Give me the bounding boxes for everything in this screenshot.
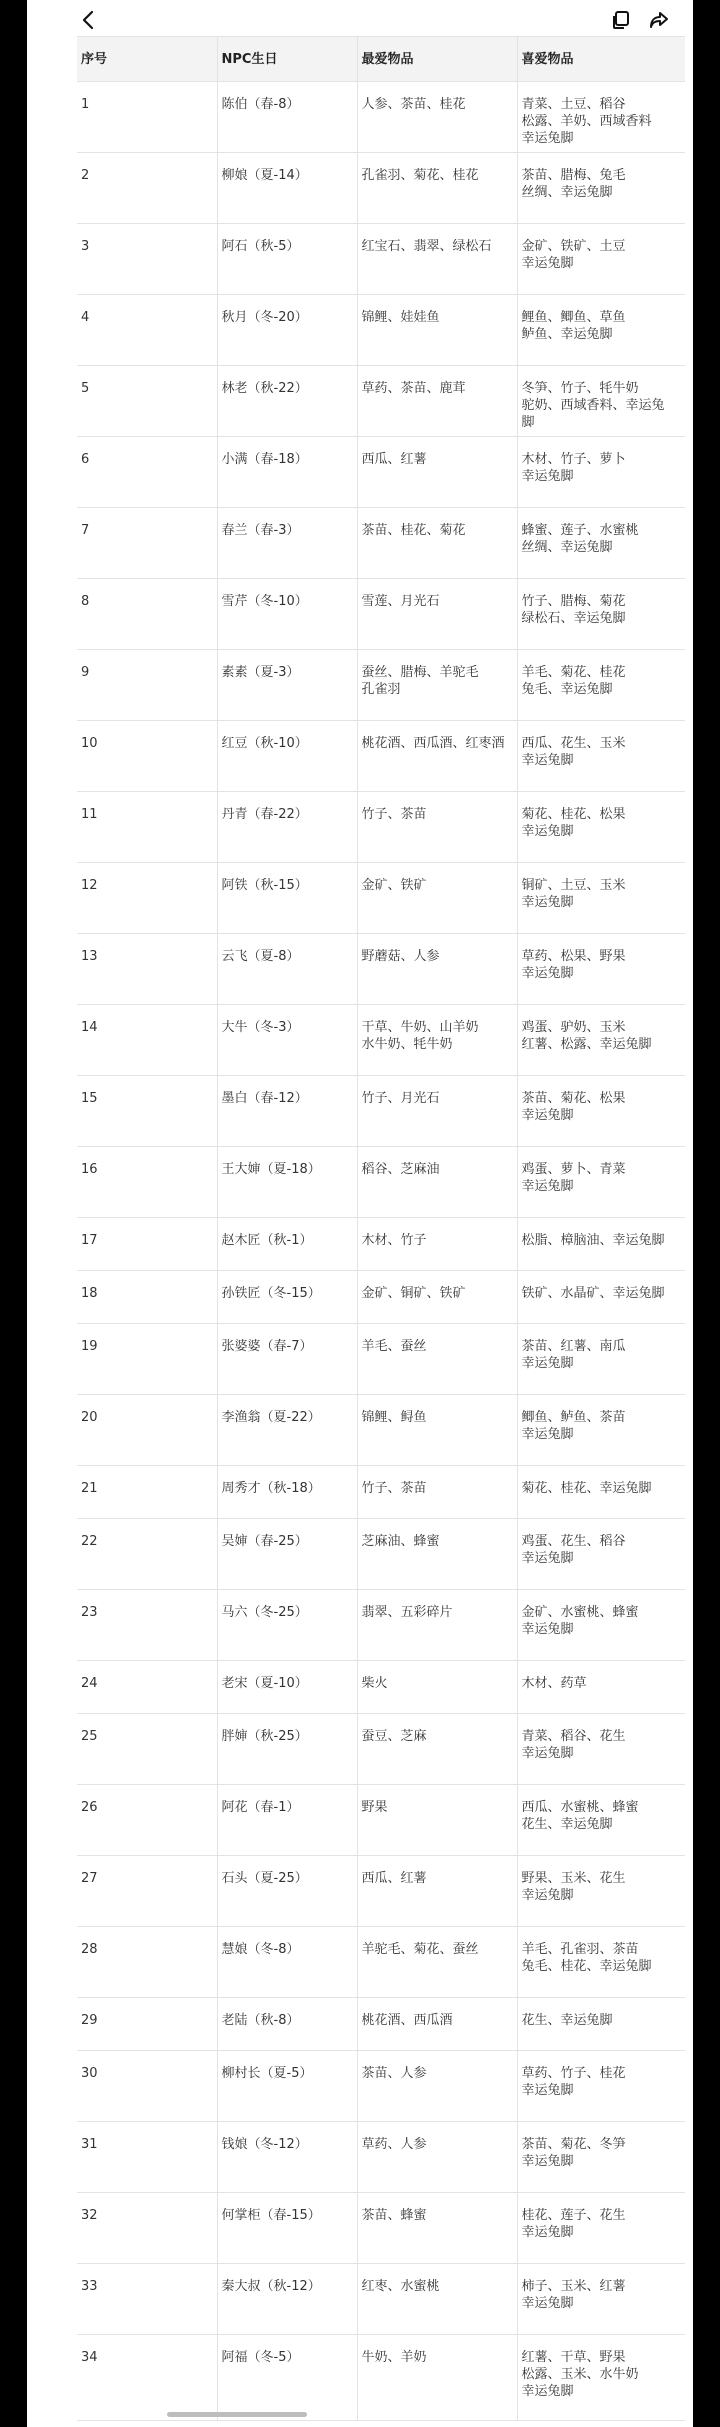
cell-favorite-items: 红枣、水蜜桃 <box>357 2264 517 2335</box>
cell-liked-items: 茶苗、菊花、冬笋 幸运兔脚 <box>517 2122 685 2193</box>
table-row <box>77 1927 685 1998</box>
cell-npc-birthday: 周秀才（秋-18） <box>217 1466 357 1519</box>
table-row <box>77 1856 685 1927</box>
cell-liked-items: 木材、竹子、萝卜 幸运兔脚 <box>517 437 685 508</box>
top-bar <box>27 0 693 40</box>
table-row <box>77 1466 685 1519</box>
cell-liked-items: 鸡蛋、驴奶、玉米 红薯、松露、幸运兔脚 <box>517 1005 685 1076</box>
cell-favorite-items: 翡翠、五彩碎片 <box>357 1590 517 1661</box>
cell-npc-birthday: 阿花（春-1） <box>217 1785 357 1856</box>
cell-index: 34 <box>77 2335 217 2421</box>
cell-npc-birthday: 墨白（春-12） <box>217 1076 357 1147</box>
share-icon <box>648 9 670 31</box>
cell-npc-birthday: 赵木匠（秋-1） <box>217 1218 357 1271</box>
cell-liked-items: 羊毛、孔雀羽、茶苗 兔毛、桂花、幸运兔脚 <box>517 1927 685 1998</box>
cell-favorite-items: 野果 <box>357 1785 517 1856</box>
cell-index: 22 <box>77 1519 217 1590</box>
cell-index: 12 <box>77 863 217 934</box>
cell-liked-items: 松脂、樟脑油、幸运兔脚 <box>517 1218 685 1271</box>
table-row <box>77 1590 685 1661</box>
cell-npc-birthday: 石头（夏-25） <box>217 1856 357 1927</box>
table-header-row <box>77 37 685 82</box>
cell-index: 10 <box>77 721 217 792</box>
cell-index: 15 <box>77 1076 217 1147</box>
copy-button[interactable] <box>607 6 635 34</box>
cell-liked-items: 菊花、桂花、松果 幸运兔脚 <box>517 792 685 863</box>
cell-npc-birthday: 慧娘（冬-8） <box>217 1927 357 1998</box>
table-row <box>77 650 685 721</box>
cell-npc-birthday: 吴婶（春-25） <box>217 1519 357 1590</box>
cell-npc-birthday: 丹青（春-22） <box>217 792 357 863</box>
cell-npc-birthday: 胖婶（秋-25） <box>217 1714 357 1785</box>
cell-liked-items: 金矿、水蜜桃、蜂蜜 幸运兔脚 <box>517 1590 685 1661</box>
cell-npc-birthday: 阿福（冬-5） <box>217 2335 357 2421</box>
cell-index: 14 <box>77 1005 217 1076</box>
cell-favorite-items: 人参、茶苗、桂花 <box>357 82 517 153</box>
cell-liked-items: 西瓜、花生、玉米 幸运兔脚 <box>517 721 685 792</box>
cell-liked-items: 野果、玉米、花生 幸运兔脚 <box>517 1856 685 1927</box>
table-row <box>77 863 685 934</box>
cell-favorite-items: 竹子、茶苗 <box>357 1466 517 1519</box>
cell-liked-items: 羊毛、菊花、桂花 兔毛、幸运兔脚 <box>517 650 685 721</box>
cell-favorite-items: 茶苗、人参 <box>357 2051 517 2122</box>
cell-favorite-items: 干草、牛奶、山羊奶 水牛奶、牦牛奶 <box>357 1005 517 1076</box>
cell-favorite-items: 柴火 <box>357 1661 517 1714</box>
cell-favorite-items: 锦鲤、鲟鱼 <box>357 1395 517 1466</box>
npc-gift-table <box>77 36 685 2421</box>
cell-index: 7 <box>77 508 217 579</box>
cell-liked-items: 鸡蛋、萝卜、青菜 幸运兔脚 <box>517 1147 685 1218</box>
table-body <box>77 82 685 2421</box>
cell-index: 28 <box>77 1927 217 1998</box>
cell-npc-birthday: 阿石（秋-5） <box>217 224 357 295</box>
cell-favorite-items: 茶苗、蜂蜜 <box>357 2193 517 2264</box>
cell-index: 2 <box>77 153 217 224</box>
table-row <box>77 1076 685 1147</box>
cell-favorite-items: 红宝石、翡翠、绿松石 <box>357 224 517 295</box>
table-row <box>77 1218 685 1271</box>
header-favorite-items: 最爱物品 <box>357 37 517 82</box>
table-row <box>77 1005 685 1076</box>
table-row <box>77 792 685 863</box>
cell-favorite-items: 草药、人参 <box>357 2122 517 2193</box>
cell-liked-items: 金矿、铁矿、土豆 幸运兔脚 <box>517 224 685 295</box>
cell-favorite-items: 孔雀羽、菊花、桂花 <box>357 153 517 224</box>
cell-index: 11 <box>77 792 217 863</box>
cell-favorite-items: 金矿、铁矿 <box>357 863 517 934</box>
table-row <box>77 1785 685 1856</box>
table-row <box>77 934 685 1005</box>
cell-favorite-items: 羊驼毛、菊花、蚕丝 <box>357 1927 517 1998</box>
cell-npc-birthday: 小满（春-18） <box>217 437 357 508</box>
cell-npc-birthday: 柳村长（夏-5） <box>217 2051 357 2122</box>
cell-npc-birthday: 陈伯（春-8） <box>217 82 357 153</box>
cell-index: 33 <box>77 2264 217 2335</box>
cell-liked-items: 冬笋、竹子、牦牛奶 驼奶、西域香料、幸运兔 脚 <box>517 366 685 437</box>
cell-liked-items: 鲤鱼、鲫鱼、草鱼 鲈鱼、幸运兔脚 <box>517 295 685 366</box>
cell-liked-items: 桂花、莲子、花生 幸运兔脚 <box>517 2193 685 2264</box>
cell-favorite-items: 竹子、月光石 <box>357 1076 517 1147</box>
table-row <box>77 1714 685 1785</box>
table-row <box>77 1324 685 1395</box>
cell-npc-birthday: 秋月（冬-20） <box>217 295 357 366</box>
cell-favorite-items: 野蘑菇、人参 <box>357 934 517 1005</box>
cell-npc-birthday: 柳娘（夏-14） <box>217 153 357 224</box>
table-row <box>77 437 685 508</box>
cell-liked-items: 茶苗、菊花、松果 幸运兔脚 <box>517 1076 685 1147</box>
cell-favorite-items: 西瓜、红薯 <box>357 437 517 508</box>
table-row <box>77 1661 685 1714</box>
cell-liked-items: 西瓜、水蜜桃、蜂蜜 花生、幸运兔脚 <box>517 1785 685 1856</box>
cell-favorite-items: 稻谷、芝麻油 <box>357 1147 517 1218</box>
cell-index: 3 <box>77 224 217 295</box>
cell-index: 5 <box>77 366 217 437</box>
cell-liked-items: 青菜、土豆、稻谷 松露、羊奶、西域香料 幸运兔脚 <box>517 82 685 153</box>
table-row <box>77 2122 685 2193</box>
table-row <box>77 1519 685 1590</box>
cell-favorite-items: 羊毛、蚕丝 <box>357 1324 517 1395</box>
cell-npc-birthday: 钱娘（冬-12） <box>217 2122 357 2193</box>
table-row <box>77 1271 685 1324</box>
cell-favorite-items: 芝麻油、蜂蜜 <box>357 1519 517 1590</box>
table-row <box>77 2264 685 2335</box>
cell-npc-birthday: 秦大叔（秋-12） <box>217 2264 357 2335</box>
cell-index: 31 <box>77 2122 217 2193</box>
table-row <box>77 153 685 224</box>
copy-icon <box>610 9 632 31</box>
cell-npc-birthday: 素素（夏-3） <box>217 650 357 721</box>
cell-index: 19 <box>77 1324 217 1395</box>
cell-liked-items: 木材、药草 <box>517 1661 685 1714</box>
cell-npc-birthday: 阿铁（秋-15） <box>217 863 357 934</box>
cell-favorite-items: 草药、茶苗、鹿茸 <box>357 366 517 437</box>
cell-index: 26 <box>77 1785 217 1856</box>
cell-index: 4 <box>77 295 217 366</box>
header-liked-items: 喜爱物品 <box>517 37 685 82</box>
cell-favorite-items: 桃花酒、西瓜酒 <box>357 1998 517 2051</box>
cell-favorite-items: 木材、竹子 <box>357 1218 517 1271</box>
cell-index: 6 <box>77 437 217 508</box>
table-row <box>77 224 685 295</box>
cell-liked-items: 鲫鱼、鲈鱼、茶苗 幸运兔脚 <box>517 1395 685 1466</box>
cell-liked-items: 茶苗、红薯、南瓜 幸运兔脚 <box>517 1324 685 1395</box>
table-row <box>77 1147 685 1218</box>
cell-npc-birthday: 王大婶（夏-18） <box>217 1147 357 1218</box>
cell-index: 30 <box>77 2051 217 2122</box>
header-npc-birthday: NPC生日 <box>217 37 357 82</box>
cell-index: 20 <box>77 1395 217 1466</box>
cell-liked-items: 花生、幸运兔脚 <box>517 1998 685 2051</box>
cell-index: 8 <box>77 579 217 650</box>
table-row <box>77 295 685 366</box>
cell-index: 13 <box>77 934 217 1005</box>
table-row <box>77 721 685 792</box>
cell-liked-items: 铜矿、土豆、玉米 幸运兔脚 <box>517 863 685 934</box>
cell-index: 24 <box>77 1661 217 1714</box>
cell-favorite-items: 蚕丝、腊梅、羊驼毛 孔雀羽 <box>357 650 517 721</box>
cell-liked-items: 竹子、腊梅、菊花 绿松石、幸运兔脚 <box>517 579 685 650</box>
cell-liked-items: 菊花、桂花、幸运兔脚 <box>517 1466 685 1519</box>
table-row <box>77 2335 685 2421</box>
cell-index: 17 <box>77 1218 217 1271</box>
cell-index: 1 <box>77 82 217 153</box>
cell-liked-items: 柿子、玉米、红薯 幸运兔脚 <box>517 2264 685 2335</box>
cell-favorite-items: 蚕豆、芝麻 <box>357 1714 517 1785</box>
cell-favorite-items: 金矿、铜矿、铁矿 <box>357 1271 517 1324</box>
cell-liked-items: 鸡蛋、花生、稻谷 幸运兔脚 <box>517 1519 685 1590</box>
cell-npc-birthday: 李渔翁（夏-22） <box>217 1395 357 1466</box>
cell-favorite-items: 牛奶、羊奶 <box>357 2335 517 2421</box>
cell-index: 21 <box>77 1466 217 1519</box>
cell-npc-birthday: 老宋（夏-10） <box>217 1661 357 1714</box>
cell-liked-items: 草药、竹子、桂花 幸运兔脚 <box>517 2051 685 2122</box>
home-indicator[interactable] <box>167 2412 307 2417</box>
cell-liked-items: 茶苗、腊梅、兔毛 丝绸、幸运兔脚 <box>517 153 685 224</box>
cell-liked-items: 草药、松果、野果 幸运兔脚 <box>517 934 685 1005</box>
cell-index: 18 <box>77 1271 217 1324</box>
header-index: 序号 <box>77 37 217 82</box>
cell-index: 25 <box>77 1714 217 1785</box>
cell-index: 32 <box>77 2193 217 2264</box>
cell-npc-birthday: 红豆（秋-10） <box>217 721 357 792</box>
cell-npc-birthday: 林老（秋-22） <box>217 366 357 437</box>
chevron-left-icon <box>78 9 100 31</box>
table-row <box>77 508 685 579</box>
cell-npc-birthday: 何掌柜（春-15） <box>217 2193 357 2264</box>
cell-liked-items: 蜂蜜、莲子、水蜜桃 丝绸、幸运兔脚 <box>517 508 685 579</box>
table-row <box>77 2193 685 2264</box>
back-button[interactable] <box>75 6 103 34</box>
cell-npc-birthday: 雪芹（冬-10） <box>217 579 357 650</box>
cell-index: 9 <box>77 650 217 721</box>
cell-index: 23 <box>77 1590 217 1661</box>
cell-npc-birthday: 马六（冬-25） <box>217 1590 357 1661</box>
cell-npc-birthday: 大牛（冬-3） <box>217 1005 357 1076</box>
cell-favorite-items: 桃花酒、西瓜酒、红枣酒 <box>357 721 517 792</box>
table-row <box>77 1998 685 2051</box>
cell-index: 16 <box>77 1147 217 1218</box>
cell-npc-birthday: 老陆（秋-8） <box>217 1998 357 2051</box>
cell-index: 27 <box>77 1856 217 1927</box>
cell-liked-items: 铁矿、水晶矿、幸运兔脚 <box>517 1271 685 1324</box>
cell-index: 29 <box>77 1998 217 2051</box>
cell-favorite-items: 竹子、茶苗 <box>357 792 517 863</box>
table-row <box>77 579 685 650</box>
table-row <box>77 2051 685 2122</box>
table-row <box>77 366 685 437</box>
cell-favorite-items: 锦鲤、娃娃鱼 <box>357 295 517 366</box>
cell-liked-items: 红薯、干草、野果 松露、玉米、水牛奶 幸运兔脚 <box>517 2335 685 2421</box>
cell-npc-birthday: 孙铁匠（冬-15） <box>217 1271 357 1324</box>
screen <box>27 0 693 2427</box>
cell-favorite-items: 茶苗、桂花、菊花 <box>357 508 517 579</box>
table-row <box>77 1395 685 1466</box>
share-button[interactable] <box>645 6 673 34</box>
cell-favorite-items: 雪莲、月光石 <box>357 579 517 650</box>
cell-liked-items: 青菜、稻谷、花生 幸运兔脚 <box>517 1714 685 1785</box>
cell-npc-birthday: 春兰（春-3） <box>217 508 357 579</box>
table-row <box>77 82 685 153</box>
cell-npc-birthday: 云飞（夏-8） <box>217 934 357 1005</box>
cell-favorite-items: 西瓜、红薯 <box>357 1856 517 1927</box>
cell-npc-birthday: 张婆婆（春-7） <box>217 1324 357 1395</box>
